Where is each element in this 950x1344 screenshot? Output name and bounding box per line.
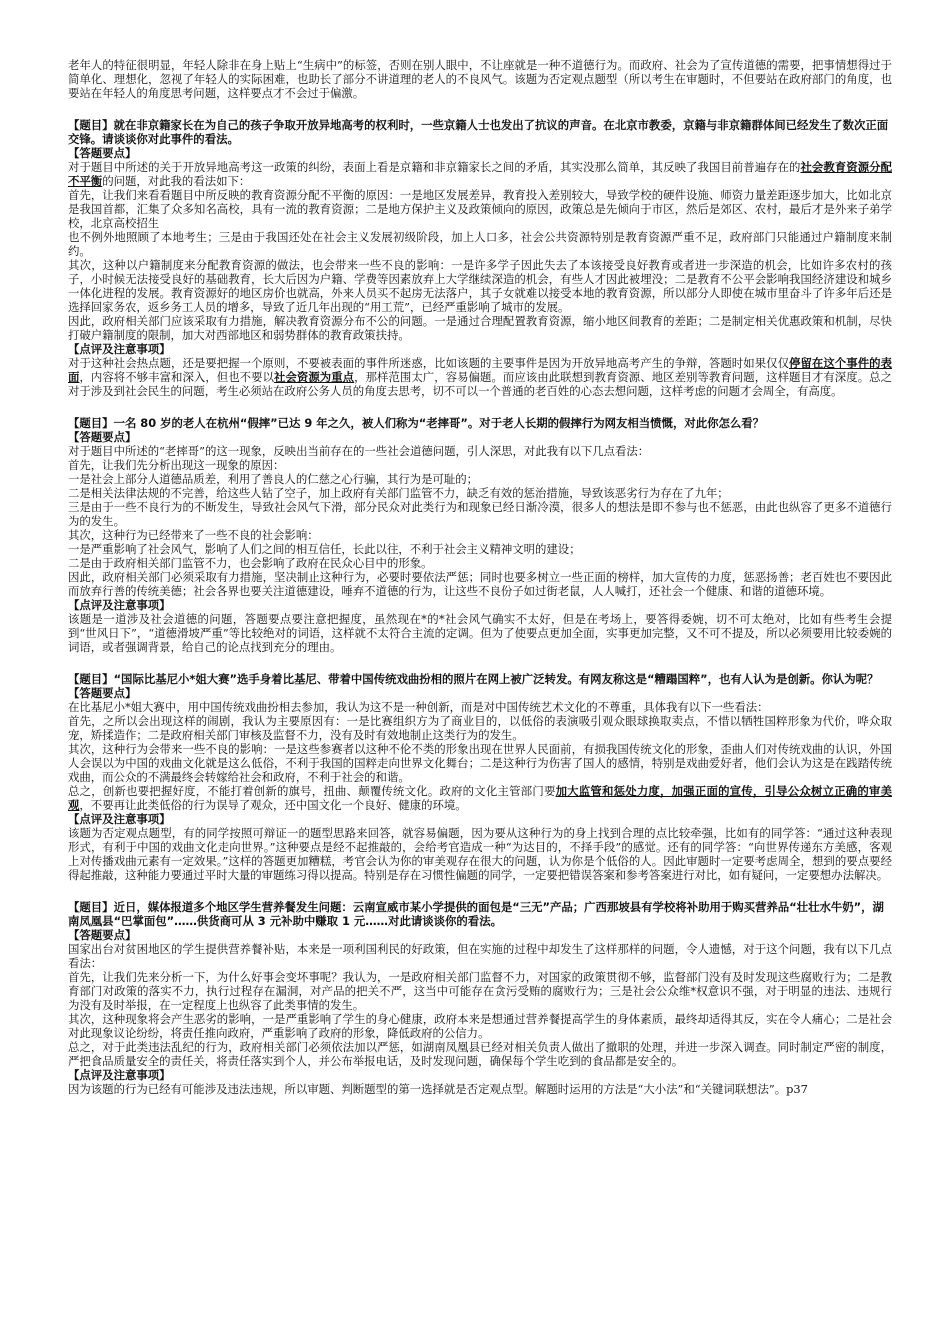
answer-paragraph: 在比基尼小*姐大赛中，用中国传统戏曲扮相去参加，我认为这不是一种创新，而是对中国传统艺术文化的不尊重，具体我有以下一些看法： [68, 700, 769, 714]
section-gap [68, 654, 892, 672]
answer-key-heading: 【答题要点】 [68, 146, 137, 160]
text-run: ，不要再让此类低俗的行为误导了观众，还中国文化一个良好、健康的环境。 [79, 798, 467, 812]
answer-key-heading: 【答题要点】 [68, 686, 137, 700]
answer-paragraph: 二是由于政府相关部门监管不力，也会影响了政府在民众心目中的形象。 [68, 556, 433, 570]
question-title: 【题目】一名 80 岁的老人在杭州“假摔”已达 9 年之久，被人们称为“老摔哥”。对于老人长期的假摔行为网友相当愤慨，对此你怎么看？ [68, 416, 765, 430]
text-run: ，那样范围太广，容易偏题。而应该由此联想到教育资源、地区差别等教育问题，这样题目才有深度。总之对于涉及到社会民生的问题，考生必须站在政府公务人员的角度去思考，切不可以一个普通的老百姓的心态去想问题，这样考虑的问题才会周全，有高度。 [68, 370, 892, 398]
answer-paragraph: 首先，让我们先来分析一下，为什么好事会变坏事呢？我认为，一是政府相关部门监督不力，对国家的政策贯彻不够，监督部门没有及时发现这些腐败行为；二是教育部门对政策的落实不力，执行过程存在漏洞，对产品的把关不严，这当中可能存在贪污受贿的腐败行为；三是社会公众维*权意识不强，对于明显的违法、违规行为没有及时举报，在一定程度上也纵容了此类事情的发生。 [68, 970, 892, 1012]
question-title: 【题目】就在非京籍家长在为自己的孩子争取开放异地高考的权利时，一些京籍人士也发出了抗议的声音。在北京市教委，京籍与非京籍群体间已经发生了数次正面交锋。请谈谈你对此事件的看法。 [68, 118, 889, 146]
question-section-3 [68, 672, 892, 882]
text-run: 因为该题的行为已经有可能涉及违法违规，所以审题、判断题型的第一选择就是否定观点型。解题时运用的方法是“大小法”和“关键词联想法”。 [68, 1082, 787, 1096]
answer-paragraph: 其次，这种现象将会产生恶劣的影响，一是严重影响了学生的身心健康，政府本来是想通过营养餐提高学生的身体素质，最终却适得其反，实在令人痛心；二是社会对此现象议论纷纷，将责任推向政府，严重影响了政府的形象，降低政府的公信力。 [68, 1012, 892, 1040]
answer-paragraph: 三是由于一些不良行为的不断发生，导致社会风气下滑，部分民众对此类行为和现象已经日渐冷漠，很多人的想法是即不参与也不惩恶，由此也纵容了更多不道德行为的发生。 [68, 500, 892, 528]
answer-paragraph [68, 784, 892, 812]
text-run: 的问题，对此我的看法如下： [102, 174, 251, 188]
question-title: 【题目】“国际比基尼小*姐大赛”选手身着比基尼、带着中国传统戏曲扮相的照片在网上被广泛转发。有网友称这是“糟蹋国粹”，也有人认为是创新。你认为呢？ [68, 672, 879, 686]
answer-paragraph: 国家出台对贫困地区的学生提供营养餐补贴，本来是一项利国利民的好政策，但在实施的过程中却发生了这样那样的问题，令人遗憾，对于这个问题，我有以下几点看法： [68, 942, 892, 970]
answer-key-heading: 【答题要点】 [68, 430, 137, 444]
notes-heading: 【点评及注意事项】 [68, 1068, 171, 1082]
section-gap [68, 882, 892, 900]
notes-heading: 【点评及注意事项】 [68, 342, 171, 356]
answer-paragraph: 对于题目中所述的“老摔哥”的这一现象，反映出当前存在的一些社会道德问题，引人深思，对此我有以下几点看法： [68, 444, 650, 458]
answer-paragraph: 一是严重影响了社会风气，影响了人们之间的相互信任，长此以往，不利于社会主义精神文明的建设； [68, 542, 581, 556]
answer-paragraph: 其次，这种以户籍制度来分配教育资源的做法，也会带来一些不良的影响：一是许多学子因此失去了本该接受良好教育或者进一步深造的机会，比如许多农村的孩子，小时候无法接受良好的基础教育，长大后因为户籍、学费等因素放弃上大学继续深造的机会，有些人才因此被埋没；二是教育不公平会影响我国经济建设和城乡一体化进程的发展。教育资源好的地区房价也就高，外来人员买不起房无法落户，其子女就难以接受本地的教育资源，所以部分人即使在城市里奋斗了许多年后还是选择回家务农，返乡务工人员的增多，导致了近几年出现的“用工荒”，已经严重影响了城市的发展。 [68, 258, 892, 314]
answer-paragraph: 一是社会上部分人道德品质差，利用了善良人的仁慈之心行骗，其行为是可耻的； [68, 472, 479, 486]
answer-paragraph: 二是相关法律法规的不完善，给这些人钻了空子，加上政府有关部门监管不力，缺乏有效的惩治措施，导致该恶劣行为存在了九年； [68, 486, 729, 500]
question-section-1 [68, 118, 892, 398]
answer-paragraph: 总之，对于此类违法乱纪的行为，政府相关部门必须依法加以严惩，如湖南凤凰县已经对相关负责人做出了撤职的处理，并进一步深入调查。同时制定严密的制度，严把食品质量安全的责任关，将责任落实到个人，并公布举报电话，及时发现问题，确保每个学生吃到的食品都是安全的。 [68, 1040, 892, 1068]
section-gap [68, 398, 892, 416]
question-title: 【题目】近日，媒体报道多个地区学生营养餐发生问题：云南宣威市某小学提供的面包是“三无”产品；广西那坡县有学校将补助用于购买营养品“壮壮水牛奶”，湖南凤凰县“巴掌面包”……供货商可从 3 元补助中赚取 1 元……对此请谈谈你的看法。 [68, 900, 884, 928]
text-run: 对于题目中所述的关于开放异地高考这一政策的纠纷，表面上看是京籍和非京籍家长之间的矛盾，其实没那么简单，其反映了我国目前普遍存在的 [68, 160, 801, 174]
notes-paragraph [68, 356, 892, 398]
answer-paragraph: 首先，之所以会出现这样的闹剧，我认为主要原因有：一是比赛组织方为了商业目的，以低俗的表演吸引观众眼球换取卖点，不惜以牺牲国粹形象为代价，哗众取宠，矫揉造作；二是政府相关部门审核及监督不力，没有及时有效地制止这类行为的发生。 [68, 714, 892, 742]
underlined-emphasis: 社会资源为重点 [274, 370, 355, 384]
answer-paragraph: 首先，让我们先分析出现这一现象的原因： [68, 458, 285, 472]
answer-key-heading: 【答题要点】 [68, 928, 137, 942]
notes-heading: 【点评及注意事项】 [68, 598, 171, 612]
answer-paragraph: 也不例外地照顾了本地考生；三是由于我国还处在社会主义发展初级阶段，加上人口多，社会公共资源特别是教育资源严重不足，政府部门只能通过户籍制度来制约。 [68, 230, 892, 258]
answer-paragraph: 因此，政府相关部门应该采取有力措施，解决教育资源分布不公的问题。一是通过合理配置教育资源，缩小地区间教育的差距；二是制定相关优惠政策和机制，尽快打破户籍制度的限制，加大对西部地区和弱势群体的教育政策扶持。 [68, 314, 892, 342]
underlined-emphasis: 社会教育资源分配不平衡 [68, 160, 892, 188]
answer-paragraph: 因此，政府相关部门必须采取有力措施，坚决制止这种行为，必要时要依法严惩；同时也要多树立一些正面的榜样，加大宣传的力度，惩恶扬善；老百姓也不要因此而放弃行善的传统美德；社会各界也要关注道德建设，唾弃不道德的行为，让这些不良份子如过街老鼠，人人喊打，还社会一个健康、和谐的道德环境。 [68, 570, 892, 598]
answer-paragraph [68, 160, 892, 188]
text-run: 总之，创新也要把握好度，不能打着创新的旗号，扭曲、颠覆传统文化。政府的文化主管部门要 [68, 784, 556, 798]
answer-paragraph: 首先，让我们来看看题目中所反映的教育资源分配不平衡的原因：一是地区发展差异，教育投入差别较大，导致学校的硬件设施、师资力量差距逐步加大，比如北京是我国首都，汇集了众多知名高校，具有一流的教育资源；二是地方保护主义及政策倾向的原因，政策总是先倾向于市区，然后是郊区、农村，最后才是外来子弟学校，北京高校招生 [68, 188, 892, 230]
underlined-emphasis: 加大监管和惩处力度，加强正面的宣传，引导公众树立正确的审美观 [68, 784, 892, 812]
notes-paragraph: 该题为否定观点题型，有的同学按照可辩证一的题型思路来回答，就容易偏题，因为要从这种行为的身上找到合理的点比较牵强，比如有的同学答：“通过这种表现形式，有利于中国的戏曲文化走向世界。”这种要点是经不起推敲的，会给考官造成一种“为达目的，不择手段”的感觉。还有的同学答：“向世界传递东方美感，客观上对传播戏曲元素有一定效果。”这样的答题更加糟糕，考官会认为你的审美观存在很大的问题，认为你是个低俗的人。因此审题时一定要考虑周全，想到的要点要经得起推敲，这种能力要通过平时大量的审题练习得以提高。特别是存在习惯性偏题的同学，一定要把错误答案和参考答案进行对比，如有疑问，一定要想办法解决。 [68, 826, 892, 882]
text-run: 对于这种社会热点题，还是要把握一个原则，不要被表面的事件所迷惑，比如该题的主要事件是因为开放异地高考产生的争辩，答题时如果仅仅 [68, 356, 790, 370]
notes-paragraph [68, 1082, 892, 1096]
text-run: ，内容将不够丰富和深入，但也不要以 [79, 370, 275, 384]
notes-paragraph: 该题是一道涉及社会道德的问题，答题要点要注意把握度，虽然现在*的*社会风气确实不太好，但是在考场上，要答得委婉，切不可太绝对，比如有些考生会提到“世风日下”，“道德滑坡严重”等比较绝对的词语，这样就不太符合主流的定调。但为了使要点更加全面，实事更加完整，又不可不提及，所以必须要用比较委婉的词语，或者强调背景，给自己的论点找到充分的理由。 [68, 612, 892, 654]
answer-paragraph: 其次，这种行为已经带来了一些不良的社会影响： [68, 528, 319, 542]
underlined-emphasis: 停留在这个事件的表面 [68, 356, 892, 384]
notes-heading: 【点评及注意事项】 [68, 812, 171, 826]
section-gap [68, 100, 892, 118]
answer-paragraph: 其次，这种行为会带来一些不良的影响：一是这些参赛者以这种不伦不类的形象出现在世界人民面前，有损我国传统文化的形象，歪曲人们对传统戏曲的认识，外国人会误以为中国的戏曲文化就是这么低俗，不利于我国的国粹走向世界文化舞台；二是这种行为伤害了国人的感情，特别是戏曲爱好者，他们会认为这是在践踏传统戏曲，而公众的不满最终会转嫁给社会和政府，不利于社会的和谐。 [68, 742, 892, 784]
intro-paragraph: 老年人的特征很明显，年轻人除非在身上贴上“生病中”的标签，否则在别人眼中，不让座就是一种不道德行为。而政府、社会为了宣传道德的需要，把事情想得过于简单化、理想化，忽视了年轻人的实际困难，也助长了部分不讲道理的老人的不良风气。该题为否定观点题型（所以考生在审题时，不但要站在政府部门的角度，也要站在年轻人的角度思考问题，这样要点才不会过于偏激。 [68, 58, 892, 100]
page-number: p37 [786, 1082, 808, 1096]
question-section-2 [68, 416, 892, 654]
question-section-4 [68, 900, 892, 1096]
